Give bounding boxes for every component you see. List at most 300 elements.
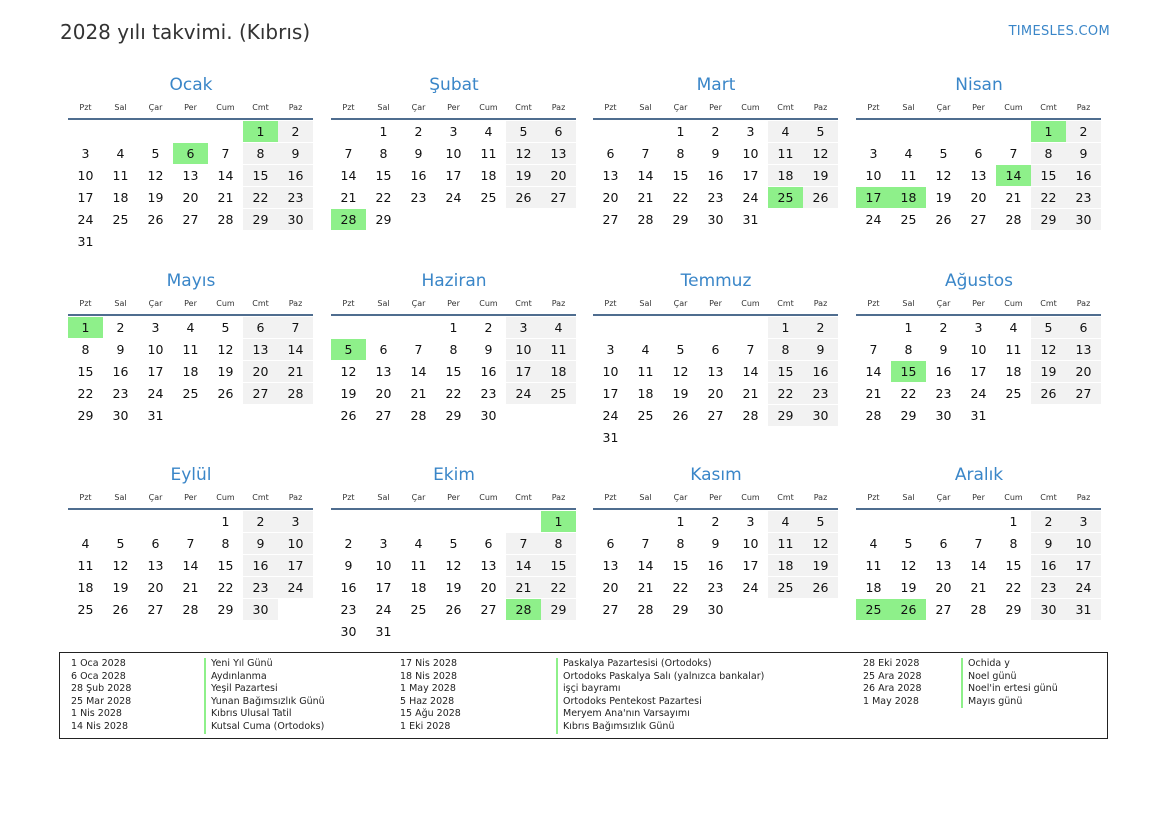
day-cell: 24 (602, 408, 619, 423)
month-block (856, 75, 1102, 255)
day-cell: 30 (803, 405, 838, 426)
day-cell: 22 (217, 580, 234, 595)
day-cell: 8 (81, 342, 90, 357)
day-cell: 13 (243, 339, 278, 360)
holiday-date: 1 May 2028 (863, 695, 919, 707)
day-cell: 25 (900, 212, 917, 227)
day-cell: 24 (375, 602, 392, 617)
day-cell: 11 (865, 558, 882, 573)
day-cell: 13 (375, 364, 392, 379)
day-cell: 8 (768, 339, 803, 360)
day-cell: 15 (217, 558, 234, 573)
day-cell: 4 (541, 317, 576, 338)
holiday-name: Ortodoks Paskalya Salı (yalnızca bankalar) (556, 671, 764, 684)
day-cell: 14 (506, 555, 541, 576)
weekday-label: Cum (1004, 299, 1023, 308)
weekday-label: Cum (1004, 103, 1023, 112)
day-cell: 10 (445, 146, 462, 161)
weekday-label: Çar (936, 493, 951, 502)
weekday-label: Paz (1076, 103, 1091, 112)
day-cell: 4 (484, 124, 493, 139)
day-cell: 18 (768, 165, 803, 186)
day-cell: 30 (935, 408, 952, 423)
weekday-label: Paz (551, 493, 566, 502)
day-cell: 5 (939, 146, 948, 161)
day-cell: 19 (900, 580, 917, 595)
day-cell: 20 (1066, 361, 1101, 382)
day-cell: 26 (445, 602, 462, 617)
day-cell: 28 (865, 408, 882, 423)
weekday-label: Per (972, 299, 985, 308)
day-cell: 6 (151, 536, 160, 551)
day-cell: 16 (243, 555, 278, 576)
day-cell: 27 (1066, 383, 1101, 404)
weekday-label: Pzt (867, 493, 880, 502)
day-cell: 20 (935, 580, 952, 595)
day-cell: 15 (672, 558, 689, 573)
month-block (593, 271, 839, 451)
day-cell: 24 (742, 190, 759, 205)
holiday-date: 15 Ağu 2028 (400, 708, 461, 720)
day-cell: 24 (147, 386, 164, 401)
day-cell: 15 (243, 165, 278, 186)
day-cell: 18 (182, 364, 199, 379)
day-cell: 26 (672, 408, 689, 423)
month-block (856, 271, 1102, 451)
day-cell: 1 (768, 317, 803, 338)
weekday-label: Cmt (1040, 493, 1057, 502)
day-cell: 10 (375, 558, 392, 573)
day-cell: 20 (970, 190, 987, 205)
day-cell: 16 (707, 168, 724, 183)
weekday-label: Cmt (1040, 299, 1057, 308)
day-cell: 12 (1031, 339, 1066, 360)
day-cell: 21 (970, 580, 987, 595)
day-cell: 13 (935, 558, 952, 573)
holiday-day-cell: 1 (541, 511, 576, 532)
day-cell: 23 (243, 577, 278, 598)
day-cell: 1 (449, 320, 458, 335)
day-cell: 2 (803, 317, 838, 338)
day-cell: 7 (746, 342, 755, 357)
day-cell: 19 (506, 165, 541, 186)
day-cell: 26 (1031, 383, 1066, 404)
day-cell: 29 (243, 209, 278, 230)
weekday-label: Cmt (515, 103, 532, 112)
day-cell: 17 (506, 361, 541, 382)
day-cell: 27 (602, 212, 619, 227)
day-cell: 5 (449, 536, 458, 551)
day-cell: 7 (641, 146, 650, 161)
day-cell: 25 (541, 383, 576, 404)
holiday-date: 26 Ara 2028 (863, 683, 922, 695)
holiday-day-cell: 28 (331, 209, 366, 230)
day-cell: 6 (939, 536, 948, 551)
day-cell: 6 (1066, 317, 1101, 338)
day-cell: 8 (1009, 536, 1018, 551)
weekday-label: Sal (377, 299, 390, 308)
weekday-header (68, 493, 313, 505)
day-cell: 31 (147, 408, 164, 423)
day-cell: 17 (742, 168, 759, 183)
month-block (856, 465, 1102, 645)
day-cell: 4 (768, 121, 803, 142)
day-cell: 20 (147, 580, 164, 595)
day-cell: 20 (243, 361, 278, 382)
day-cell: 12 (445, 558, 462, 573)
month-name: Mayıs (166, 271, 216, 291)
day-cell: 20 (375, 386, 392, 401)
day-cell: 22 (1031, 187, 1066, 208)
weekday-label: Cum (479, 493, 498, 502)
day-cell: 20 (480, 580, 497, 595)
day-cell: 11 (1005, 342, 1022, 357)
day-cell: 21 (182, 580, 199, 595)
day-cell: 3 (278, 511, 313, 532)
month-name: Mart (696, 75, 736, 95)
day-cell: 31 (602, 430, 619, 445)
day-cell: 10 (970, 342, 987, 357)
weekday-label: Paz (813, 493, 828, 502)
weekday-label: Cmt (777, 493, 794, 502)
holiday-name-column (556, 658, 764, 734)
weekday-label: Çar (673, 299, 688, 308)
weekday-label: Per (447, 103, 460, 112)
day-cell: 17 (147, 364, 164, 379)
header-divider (68, 314, 313, 316)
day-cell: 6 (711, 342, 720, 357)
day-cell: 30 (243, 599, 278, 620)
weekday-label: Paz (1076, 299, 1091, 308)
day-cell: 26 (340, 408, 357, 423)
weekday-label: Per (709, 493, 722, 502)
weekday-label: Pzt (342, 493, 355, 502)
day-cell: 21 (637, 190, 654, 205)
day-cell: 2 (1031, 511, 1066, 532)
weekday-label: Çar (148, 493, 163, 502)
day-cell: 10 (147, 342, 164, 357)
holiday-name: işçi bayramı (556, 683, 764, 696)
day-cell: 12 (803, 143, 838, 164)
weekday-label: Çar (411, 299, 426, 308)
weekday-label: Cmt (252, 103, 269, 112)
weekday-label: Paz (813, 299, 828, 308)
day-cell: 7 (414, 342, 423, 357)
day-cell: 15 (1005, 558, 1022, 573)
day-cell: 13 (602, 558, 619, 573)
day-cell: 30 (480, 408, 497, 423)
day-cell: 15 (77, 364, 94, 379)
day-cell: 27 (147, 602, 164, 617)
weekday-label: Çar (411, 493, 426, 502)
day-cell: 8 (379, 146, 388, 161)
day-cell: 25 (77, 602, 94, 617)
day-cell: 29 (1005, 602, 1022, 617)
month-block (331, 75, 577, 255)
weekday-label: Sal (114, 299, 127, 308)
day-cell: 26 (506, 187, 541, 208)
day-cell: 16 (112, 364, 129, 379)
day-cell: 1 (676, 514, 685, 529)
day-cell: 4 (641, 342, 650, 357)
header-divider (856, 508, 1101, 510)
day-cell: 20 (602, 190, 619, 205)
day-cell: 11 (182, 342, 199, 357)
day-cell: 27 (480, 602, 497, 617)
weekday-label: Sal (639, 299, 652, 308)
weekday-label: Pzt (604, 103, 617, 112)
day-cell: 12 (112, 558, 129, 573)
weekday-label: Cum (216, 103, 235, 112)
day-cell: 16 (410, 168, 427, 183)
weekday-label: Sal (377, 103, 390, 112)
header-divider (68, 508, 313, 510)
weekday-label: Cmt (252, 299, 269, 308)
month-block (68, 465, 314, 645)
weekday-header (856, 299, 1101, 311)
weekday-header (593, 299, 838, 311)
site-link[interactable]: TIMESLES.COM (1008, 24, 1110, 39)
day-cell: 11 (900, 168, 917, 183)
day-cell: 7 (641, 536, 650, 551)
day-cell: 5 (151, 146, 160, 161)
day-cell: 9 (414, 146, 423, 161)
holiday-date-column (400, 658, 461, 734)
day-cell: 23 (278, 187, 313, 208)
day-cell: 14 (865, 364, 882, 379)
day-cell: 17 (742, 558, 759, 573)
day-cell: 14 (637, 168, 654, 183)
day-cell: 6 (243, 317, 278, 338)
day-cell: 20 (602, 580, 619, 595)
day-cell: 10 (278, 533, 313, 554)
day-cell: 10 (742, 146, 759, 161)
weekday-label: Cum (741, 299, 760, 308)
day-cell: 25 (182, 386, 199, 401)
day-cell: 26 (935, 212, 952, 227)
month-name: Şubat (429, 75, 479, 95)
weekday-label: Çar (673, 493, 688, 502)
day-cell: 22 (672, 580, 689, 595)
day-cell: 19 (672, 386, 689, 401)
day-cell: 16 (803, 361, 838, 382)
weekday-label: Paz (288, 299, 303, 308)
day-cell: 27 (243, 383, 278, 404)
day-cell: 9 (116, 342, 125, 357)
holiday-name: Yunan Bağımsızlık Günü (204, 696, 325, 709)
day-cell: 22 (77, 386, 94, 401)
weekday-label: Sal (377, 493, 390, 502)
day-cell: 29 (445, 408, 462, 423)
day-cell: 17 (602, 386, 619, 401)
month-name: Kasım (690, 465, 742, 485)
day-cell: 23 (1066, 187, 1101, 208)
day-cell: 12 (506, 143, 541, 164)
day-cell: 2 (243, 511, 278, 532)
header-divider (68, 118, 313, 120)
day-cell: 11 (410, 558, 427, 573)
day-cell: 12 (217, 342, 234, 357)
weekday-label: Sal (639, 103, 652, 112)
day-cell: 23 (707, 580, 724, 595)
day-cell: 26 (217, 386, 234, 401)
day-cell: 25 (112, 212, 129, 227)
day-cell: 28 (637, 602, 654, 617)
day-cell: 17 (970, 364, 987, 379)
day-cell: 10 (602, 364, 619, 379)
day-cell: 20 (707, 386, 724, 401)
weekday-label: Sal (902, 103, 915, 112)
holiday-name: Meryem Ana'nın Varsayımı (556, 708, 764, 721)
weekday-label: Cmt (515, 299, 532, 308)
day-cell: 30 (1066, 209, 1101, 230)
day-cell: 22 (375, 190, 392, 205)
day-cell: 15 (672, 168, 689, 183)
day-cell: 8 (449, 342, 458, 357)
day-cell: 24 (278, 577, 313, 598)
month-name: Ekim (433, 465, 475, 485)
holiday-date: 28 Şub 2028 (71, 683, 132, 695)
day-cell: 28 (1005, 212, 1022, 227)
month-block (331, 465, 577, 645)
day-cell: 29 (672, 602, 689, 617)
day-cell: 2 (711, 514, 720, 529)
day-cell: 16 (707, 558, 724, 573)
weekday-label: Paz (813, 103, 828, 112)
day-cell: 22 (445, 386, 462, 401)
month-name: Aralık (954, 465, 1004, 485)
day-cell: 25 (1005, 386, 1022, 401)
holiday-day-cell: 1 (243, 121, 278, 142)
day-cell: 3 (81, 146, 90, 161)
holiday-name: Kıbrıs Ulusal Tatil (204, 708, 325, 721)
holiday-date-column (863, 658, 922, 708)
day-cell: 7 (186, 536, 195, 551)
weekday-label: Per (709, 103, 722, 112)
holiday-date: 25 Ara 2028 (863, 670, 922, 682)
day-cell: 26 (803, 577, 838, 598)
day-cell: 25 (480, 190, 497, 205)
day-cell: 9 (939, 342, 948, 357)
day-cell: 10 (506, 339, 541, 360)
day-cell: 28 (278, 383, 313, 404)
month-name: Eylül (170, 465, 212, 485)
weekday-label: Pzt (867, 103, 880, 112)
weekday-label: Per (972, 493, 985, 502)
weekday-label: Pzt (604, 493, 617, 502)
day-cell: 22 (541, 577, 576, 598)
day-cell: 1 (221, 514, 230, 529)
day-cell: 3 (1066, 511, 1101, 532)
day-cell: 12 (340, 364, 357, 379)
day-cell: 3 (974, 320, 983, 335)
day-cell: 13 (707, 364, 724, 379)
holiday-name: Yeşil Pazartesi (204, 683, 325, 696)
day-cell: 19 (935, 190, 952, 205)
day-cell: 24 (970, 386, 987, 401)
day-cell: 29 (672, 212, 689, 227)
holiday-name: Mayıs günü (961, 696, 1058, 709)
weekday-header (593, 103, 838, 115)
day-cell: 19 (803, 165, 838, 186)
day-cell: 12 (147, 168, 164, 183)
weekday-header (68, 299, 313, 311)
holiday-date: 25 Mar 2028 (71, 695, 132, 707)
holiday-date: 1 Eki 2028 (400, 720, 451, 732)
day-cell: 5 (803, 511, 838, 532)
day-cell: 5 (904, 536, 913, 551)
day-cell: 3 (379, 536, 388, 551)
weekday-label: Pzt (604, 299, 617, 308)
header-divider (856, 314, 1101, 316)
weekday-label: Cmt (252, 493, 269, 502)
day-cell: 21 (410, 386, 427, 401)
day-cell: 14 (217, 168, 234, 183)
day-cell: 18 (637, 386, 654, 401)
weekday-label: Pzt (342, 299, 355, 308)
day-cell: 9 (344, 558, 353, 573)
day-cell: 7 (506, 533, 541, 554)
day-cell: 9 (1066, 143, 1101, 164)
day-cell: 19 (112, 580, 129, 595)
day-cell: 19 (217, 364, 234, 379)
holiday-name: Kutsal Cuma (Ortodoks) (204, 721, 325, 734)
day-cell: 13 (182, 168, 199, 183)
day-cell: 27 (602, 602, 619, 617)
day-cell: 31 (970, 408, 987, 423)
day-cell: 5 (803, 121, 838, 142)
day-cell: 23 (935, 386, 952, 401)
day-cell: 2 (344, 536, 353, 551)
month-block (68, 75, 314, 255)
day-cell: 26 (112, 602, 129, 617)
weekday-label: Çar (411, 103, 426, 112)
day-cell: 7 (278, 317, 313, 338)
day-cell: 29 (541, 599, 576, 620)
day-cell: 19 (803, 555, 838, 576)
day-cell: 30 (1031, 599, 1066, 620)
day-cell: 21 (340, 190, 357, 205)
day-cell: 28 (637, 212, 654, 227)
day-cell: 21 (637, 580, 654, 595)
day-cell: 2 (939, 320, 948, 335)
day-cell: 26 (147, 212, 164, 227)
day-cell: 13 (1066, 339, 1101, 360)
day-cell: 2 (1066, 121, 1101, 142)
holiday-day-cell: 5 (331, 339, 366, 360)
day-cell: 7 (221, 146, 230, 161)
day-cell: 2 (278, 121, 313, 142)
day-cell: 14 (182, 558, 199, 573)
day-cell: 11 (77, 558, 94, 573)
weekday-label: Cmt (777, 103, 794, 112)
weekday-header (331, 299, 576, 311)
day-cell: 23 (803, 383, 838, 404)
page-title: 2028 yılı takvimi. (Kıbrıs) (60, 20, 311, 44)
holiday-day-cell: 26 (891, 599, 926, 620)
day-cell: 4 (1009, 320, 1018, 335)
holiday-date: 17 Nis 2028 (400, 658, 457, 669)
day-cell: 21 (506, 577, 541, 598)
day-cell: 17 (445, 168, 462, 183)
weekday-label: Paz (551, 299, 566, 308)
weekday-label: Paz (551, 103, 566, 112)
holiday-date: 1 May 2028 (400, 683, 456, 695)
weekday-header (68, 103, 313, 115)
holiday-date: 5 Haz 2028 (400, 695, 455, 707)
day-cell: 12 (803, 533, 838, 554)
day-cell: 27 (935, 602, 952, 617)
